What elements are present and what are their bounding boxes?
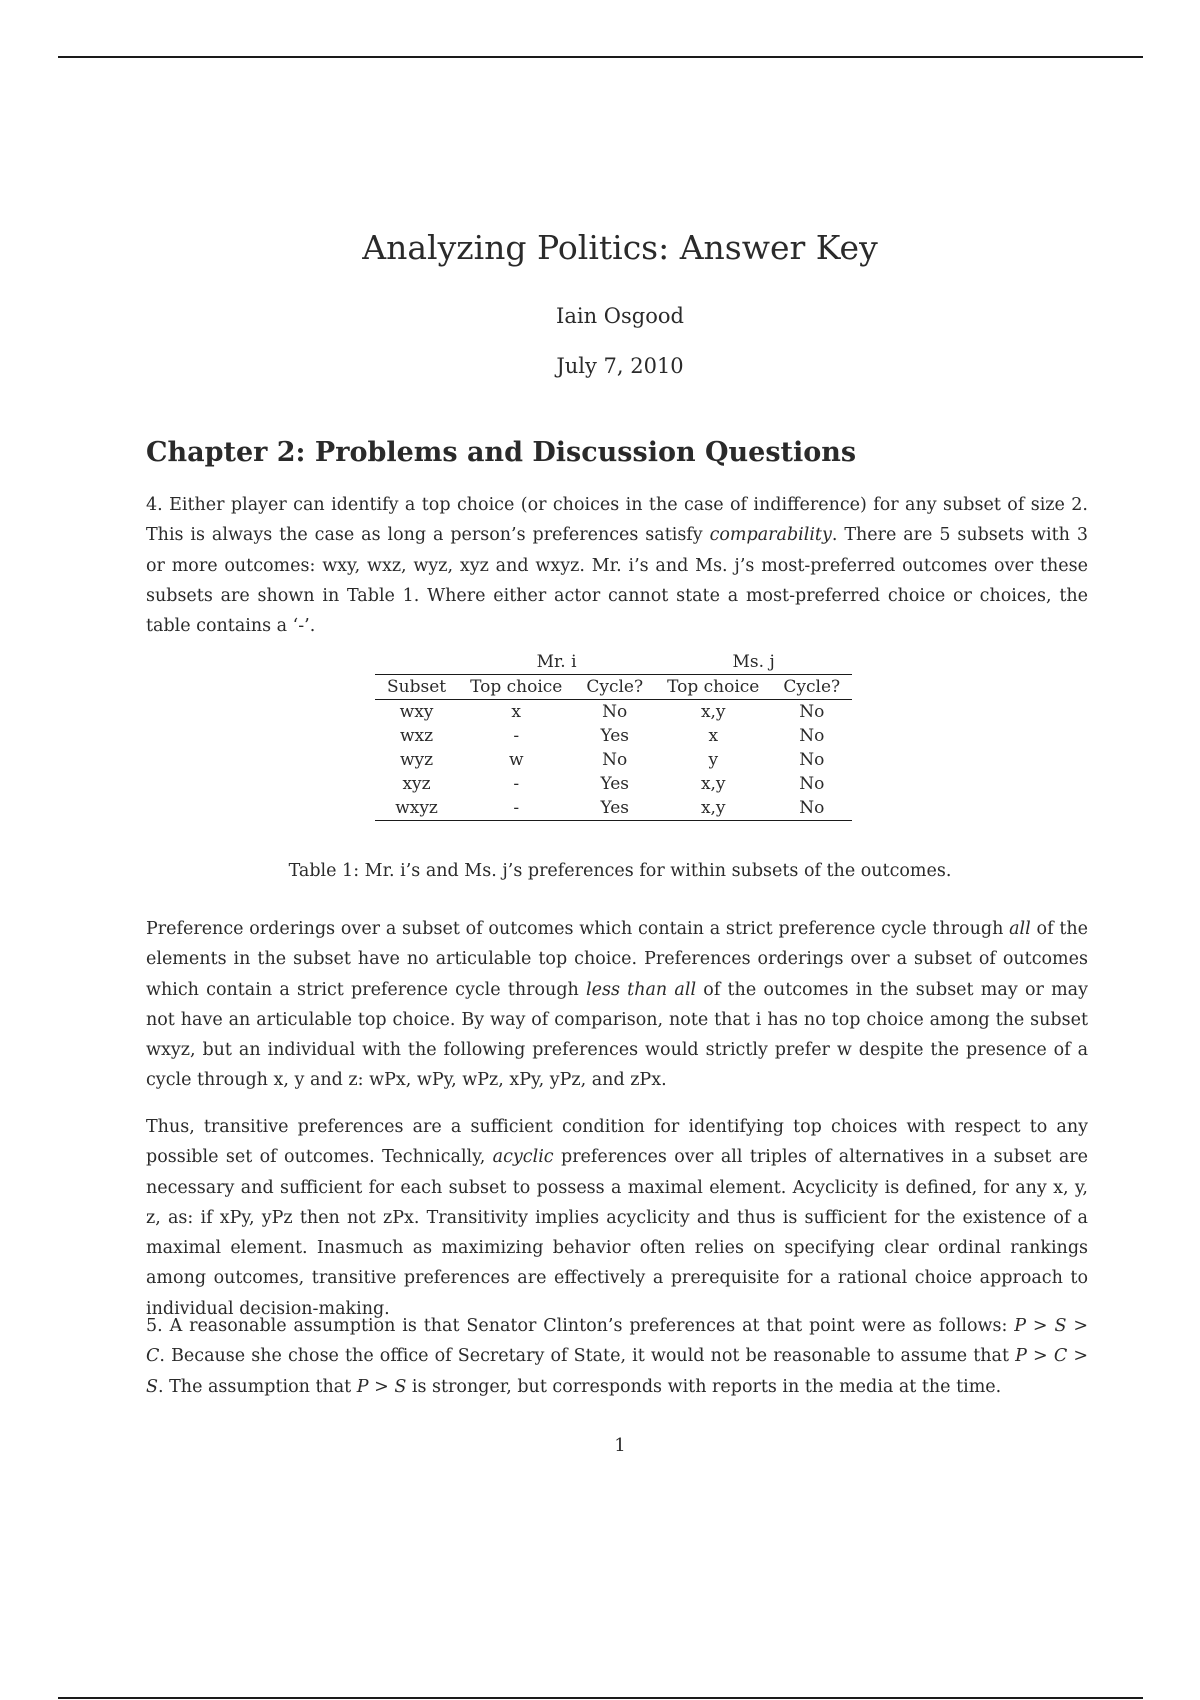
document-date: July 7, 2010 (556, 354, 684, 378)
column-header: Top choice (458, 675, 574, 700)
text-run: of the elements in the subset have no articulable top choice. Preferences orderings over a subset of outcomes which contain a strict preference cycle through (146, 919, 1088, 1000)
table-cell: No (799, 774, 825, 794)
table-cell: x,y (700, 702, 726, 722)
table-cell: No (771, 796, 852, 821)
document-title: Analyzing Politics: Answer Key (362, 228, 878, 267)
text-run: Thus, transitive preferences are a sufficient condition for identifying top choices with respect to any possible set of outcomes. Technically, (146, 1117, 1088, 1168)
table-group-spacer (375, 650, 458, 675)
table-cell: No (602, 702, 628, 722)
table-cell: Yes (600, 774, 629, 794)
table-cell: - (458, 796, 574, 821)
page-number: 1 (614, 1435, 626, 1456)
table-cell: x (708, 726, 719, 746)
table-cell: wxyz (375, 796, 458, 821)
bottom-rule (58, 1697, 1143, 1699)
text-run: . The assumption that (158, 1376, 357, 1397)
math-expression: P > C > S (146, 1346, 1088, 1397)
column-header: Subset (375, 675, 458, 700)
group-header-ms-j: Ms. j (732, 652, 775, 672)
table-cell: Yes (574, 796, 655, 821)
table-row (375, 796, 852, 821)
math-expression: P > S > C (146, 1316, 1088, 1367)
table-cell: - (513, 774, 520, 794)
text-run: is stronger, but corresponds with reports in the media at the time. (406, 1376, 1002, 1397)
table-cell: - (513, 726, 520, 746)
paragraph-question-4 (146, 490, 1088, 641)
paragraph-preference-orderings (146, 914, 1088, 1096)
author-name: Iain Osgood (556, 304, 684, 328)
text-run: preferences over all triples of alternatives in a subset are necessary and sufficient for each subset to possess a maximal element. Acyclicity is defined, for any x, y, z, as: if xPy, yPz then not zPx. Transitivity implies acyclicity and thus is sufficient for the existence of a maximal element. Inasmuch as maximizing behavior often relies on specifying clear ordinal rankings among outcomes, transitive preferences are effectively a prerequisite for a rational choice approach to individual decision-making. (146, 1147, 1089, 1319)
emphasis: comparability (709, 525, 832, 546)
column-header: Cycle? (771, 675, 852, 700)
column-header: Top choice (655, 675, 771, 700)
emphasis: acyclic (492, 1147, 554, 1168)
table-row (375, 772, 852, 796)
table-cell: w (508, 750, 524, 770)
top-rule (58, 56, 1143, 58)
table-cell: x,y (700, 774, 726, 794)
paragraph-question-5 (146, 1311, 1088, 1402)
chapter-heading: Chapter 2: Problems and Discussion Questions (146, 437, 857, 468)
text-run: 5. A reasonable assumption is that Senator Clinton’s preferences at that point were as follows: (146, 1316, 1015, 1336)
table-row (375, 748, 852, 772)
table-cell: No (799, 702, 825, 722)
table-group-header (375, 650, 852, 675)
table-cell: x (511, 702, 522, 722)
group-header-mr-i: Mr. i (536, 652, 577, 672)
table-cell: wxz (399, 726, 434, 746)
text-run: 4. Either player can identify a top choice (or choices in the case of indifference) for any subset of size 2. This is always the case as long a person’s preferences satisfy (146, 495, 1088, 546)
table-cell: No (799, 750, 825, 770)
preferences-table (375, 650, 852, 821)
column-header: Cycle? (574, 675, 655, 700)
table-cell: Yes (600, 726, 629, 746)
table-cell: y (708, 750, 719, 770)
text-run: . Because she chose the office of Secretary of State, it would not be reasonable to assume that (159, 1346, 1016, 1367)
table-cell: No (799, 726, 825, 746)
text-run: . There are 5 subsets with 3 or more outcomes: wxy, wxz, wyz, xyz and wxyz. Mr. i’s and Ms. j’s most-preferred outcomes over these subsets are shown in Table 1. Where either actor cannot state a most-preferred choice or choices, the table contains a ‘-’. (146, 525, 1088, 637)
table-column-header (375, 675, 852, 700)
text-run: of the outcomes in the subset may or may not have an articulable top choice. By way of comparison, note that i has no top choice among the subset wxyz, but an individual with the following preferences would strictly prefer w despite the presence of a cycle through x, y and z: wPx, wPy, wPz, xPy, yPz, and zPx. (146, 979, 1088, 1091)
table-row (375, 700, 852, 725)
emphasis: all (1009, 919, 1031, 939)
math-expression: P > S (356, 1376, 407, 1397)
table-cell: x,y (655, 796, 771, 821)
table-row (375, 724, 852, 748)
paragraph-transitive (146, 1112, 1088, 1324)
table-cell: No (602, 750, 628, 770)
table-cell: xyz (402, 774, 431, 794)
table-cell: wyz (399, 750, 434, 770)
table-caption: Table 1: Mr. i’s and Ms. j’s preferences for within subsets of the outcomes. (288, 861, 952, 881)
text-run: Preference orderings over a subset of outcomes which contain a strict preference cycle through (146, 919, 1010, 939)
emphasis: less than all (586, 979, 697, 1000)
table-cell: wxy (399, 702, 434, 722)
